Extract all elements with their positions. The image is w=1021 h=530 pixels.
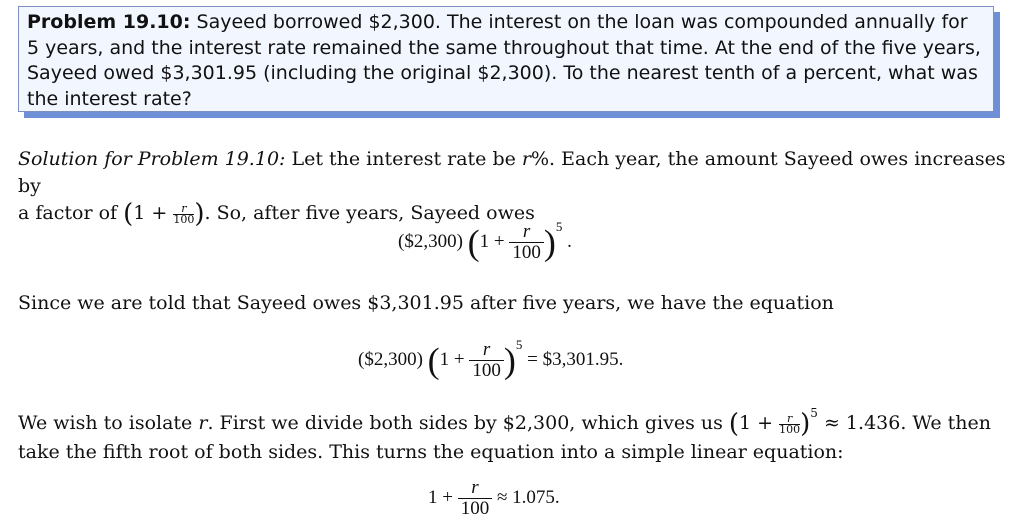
equation-2: ($2,300) (1 + $\frac{r}{100}$ )$^5$ = $3,301.95.	[358, 336, 624, 381]
problem-label: Problem 19.10:	[27, 11, 191, 33]
problem-line-3: Sayeed owed $3,301.95 (including the original $2,300). To the nearest tenth of a percent, what was	[27, 62, 978, 84]
problem-box	[18, 6, 994, 112]
inline-fraction: $\frac{r}{100}$	[173, 201, 195, 226]
equation-1: ($2,300) (1 + $\frac{r}{100}$ )$^5$ .	[398, 218, 572, 263]
solution-paragraph-1: Solution for Problem 19.10: Let the interest rate be r%. Each year, the amount Sayeed owes increases by a factor of (1 + $\frac{r}{100}$ ). So, after five years, Sayeed owes	[18, 148, 1006, 229]
inline-fraction-2: $\frac{r}{100}$	[779, 411, 801, 436]
solution-paragraph-2: Since we are told that Sayeed owes $3,301.95 after five years, we have the equation	[18, 292, 834, 314]
equation-3: 1 + $\frac{r}{100}$ ≈ 1.075.	[428, 477, 560, 519]
problem-line-4: the interest rate?	[27, 87, 192, 110]
problem-line-1: Problem 19.10: Sayeed borrowed $2,300. The interest on the loan was compounded annually for	[27, 11, 968, 33]
solution-heading: Solution for Problem 19.10:	[18, 148, 286, 170]
problem-line-2: 5 years, and the interest rate remained the same throughout that time. At the end of the five years,	[27, 36, 981, 59]
solution-paragraph-3: We wish to isolate r. First we divide both sides by $2,300, which gives us (1 + $\frac{r}{100}$ )$^5$ ≈ 1.436. We then take the fifth root of both sides. This turns the equation into a simple linear equation:	[18, 406, 992, 463]
